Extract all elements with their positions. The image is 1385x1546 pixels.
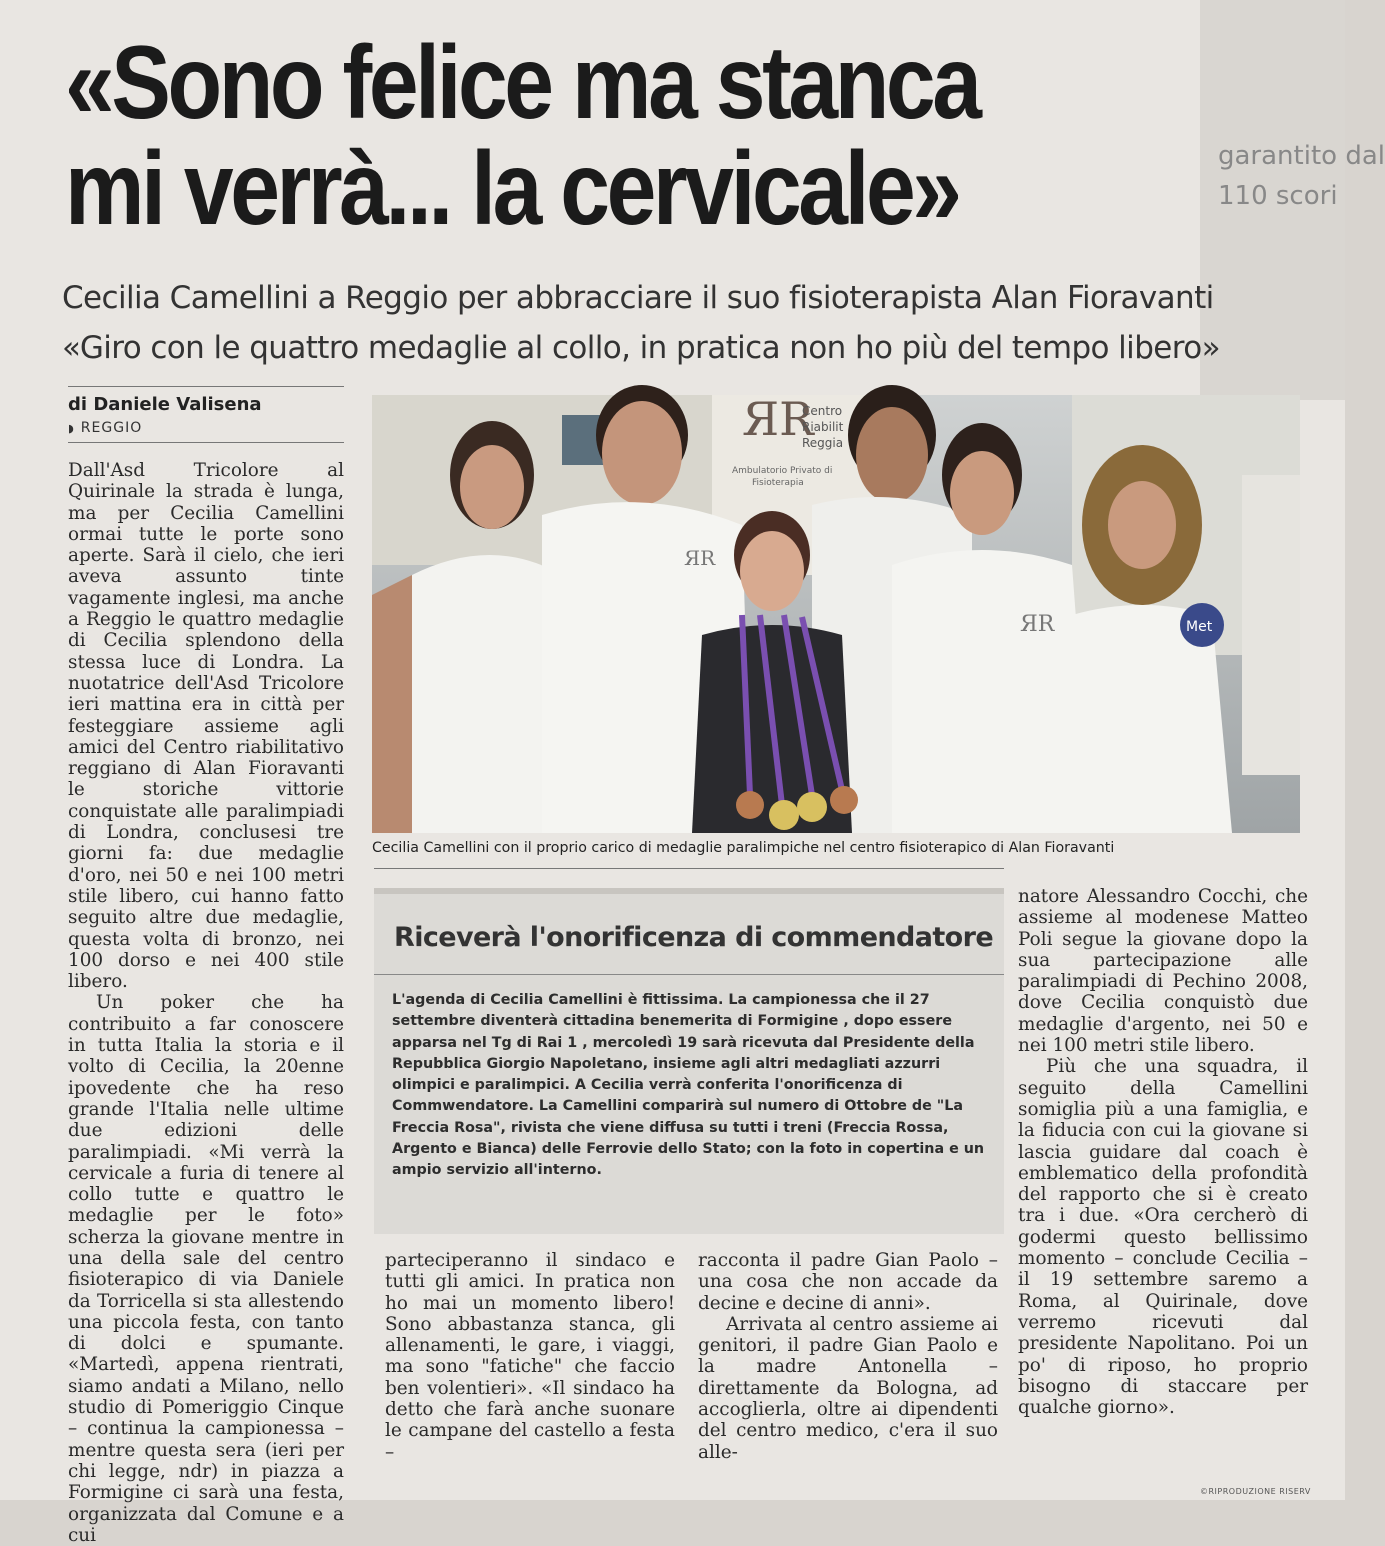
sign-line-1: Centro <box>802 404 843 418</box>
person-1-arm <box>372 575 412 833</box>
sidebar-box <box>374 888 1004 1234</box>
column-4 <box>1018 886 1308 1418</box>
clinic-logo: ЯR <box>742 392 814 446</box>
column-1-paragraph-1: Dall'Asd Tricolore al Quirinale la strada è lunga, ma per Cecilia Camellini ormai tutte le porte sono aperte. Sarà il cielo, che ieri aveva assunto tinte vagamente inglesi, ma anche a Reggio le quattro medaglie di Cecilia splendono della stessa luce di Londra. La nuotatrice dell'Asd Tricolore ieri mattina era in città per festeggiare assieme agli amici del Centro riabilitativo reggiano di Alan Fioravanti le storiche vittorie conquistate alle paralimpiadi di Londra, conclusesi tre giorni fa: due medaglie d'oro, nei 50 e nei 100 metri stile libero, cui hanno fatto seguito altre due medaglie, questa volta di bronzo, nei 100 dorso e nei 400 stile libero. <box>68 460 344 993</box>
sign-line-2: Riabilit <box>802 420 844 434</box>
column-2-paragraph: parteciperanno il sindaco e tutti gli amici. In pratica non ho mai un momento libero! Sono abbastanza stanca, gli allenamenti, le gare, i viaggi, ma sono "fatiche" che faccio ben volentieri». «Il sindaco ha detto che farà anche suonare le campane del castello a festa – <box>385 1250 675 1463</box>
byline-author: di Daniele Valisena <box>68 394 262 415</box>
byline-rule <box>68 386 344 387</box>
medal-gold-1 <box>769 800 799 830</box>
group-photo-illustration <box>372 392 1300 833</box>
medal-bronze-1 <box>736 791 764 819</box>
person-5-face <box>856 407 928 503</box>
person-7-face <box>1108 481 1176 569</box>
column-1-paragraph-2: Un poker che ha contribuito a far conoscere in tutta Italia la storia e il volto di Cecilia, la 20enne ipovedente che ha reso grande l'Italia nelle ultime due edizioni delle paralimpiadi. «Mi verrà la cervicale a furia di tenere al collo tutte e quattro le medaglie per le foto» scherza la giovane mentre in una della sale del centro fisioterapico di via Daniele da Torricella si sta allestendo una piccola festa, con tanto di dolci e spumante. «Martedì, appena rientrati, siamo andati a Milano, nello studio di Pomeriggio Cinque – continua la campionessa – mentre questa sera (ieri per chi legge, ndr) in piazza a Formigine ci sarà una festa, organizzata dal Comune e a cui <box>68 992 344 1546</box>
background-person-right <box>1242 475 1300 775</box>
column-3-paragraph-2: Arrivata al centro assieme ai genitori, il padre Gian Paolo e la madre Antonella – direttamente da Bologna, ad accoglierla, oltre ai dipendenti del centro medico, c'era il suo alle- <box>698 1313 998 1463</box>
shirt-badge-text: Met <box>1186 619 1213 635</box>
column-2 <box>385 1250 675 1463</box>
person-2-face <box>602 401 682 505</box>
headline-line-2: mi verrà... la cervicale» <box>65 131 959 247</box>
column-4-paragraph-1: natore Alessandro Cocchi, che assieme al modenese Matteo Poli segue la giovane dopo la sua partecipazione alle paralimpiadi di Pechino 2008, dove Cecilia conquistò due medaglie d'argento, nei 50 e nei 100 metri stile libero. <box>1018 886 1308 1057</box>
photo-caption: Cecilia Camellini con il proprio carico di medaglie paralimpiche nel centro fisioterapico di Alan Fioravanti <box>372 840 1115 856</box>
adjacent-line-1: garantito dal <box>1218 141 1385 171</box>
person-1-face <box>460 445 524 529</box>
location-label: REGGIO <box>80 420 143 436</box>
box-top-rule <box>374 868 1004 869</box>
byline-location <box>68 420 142 436</box>
medal-gold-2 <box>797 792 827 822</box>
column-3-paragraph-1: racconta il padre Gian Paolo – una cosa che non accade da decine e decine di anni». <box>698 1250 998 1314</box>
box-text: L'agenda di Cecilia Camellini è fittissima. La campionessa che il 27 settembre diventerà cittadina benemerita di Formigine , dopo essere apparsa nel Tg di Rai 1 , mercoledì 19 sarà ricevuta dal Presidente della Repubblica Giorgio Napoletano, insieme agli altri medagliati azzurri olimpici e paralimpici. A Cecilia verrà conferita l'onorificenza di Commwendatore. La Camellini comparirà sul numero di Ottobre de "La Freccia Rosa", rivista che viene diffusa su tutti i treni (Freccia Rossa, Argento e Bianca) delle Ferrovie dello Stato; con la foto in copertina e un ampio servizio all'interno. <box>392 992 985 1179</box>
cecilia-face <box>740 531 804 611</box>
column-3 <box>698 1250 998 1463</box>
sign-line-4: Ambulatorio Privato di <box>732 466 833 476</box>
medal-bronze-2 <box>830 786 858 814</box>
column-4-paragraph-2: Più che una squadra, il seguito della Camellini somiglia più a una famiglia, e la fiducia con cui la giovane si lascia guidare dal coach è emblematico della profondità del rapporto che si è creato tra i due. «Ora cercherò di godermi questo bellissimo momento – conclude Cecilia – il 19 settembre saremo a Roma, al Quirinale, dove verremo ricevuti dal presidente Napolitano. Poi un po' di riposo, ho proprio bisogno di staccare per qualche giorno». <box>1018 1056 1308 1419</box>
subheadline-line-1: Cecilia Camellini a Reggio per abbracciare il suo fisioterapista Alan Fioravanti <box>62 280 1214 316</box>
subheadline-line-2: «Giro con le quattro medaglie al collo, in pratica non ho più del tempo libero» <box>62 330 1220 366</box>
person-2-shirt-logo: ЯR <box>684 546 716 570</box>
headline <box>65 25 1097 247</box>
box-title: Riceverà l'onorificenza di commendatore <box>394 922 994 953</box>
copyright-notice: ©RIPRODUZIONE RISERV <box>1200 1487 1311 1496</box>
article-photo <box>372 392 1300 833</box>
location-marker-icon: ◗ <box>68 422 75 435</box>
adjacent-line-2: 110 scori <box>1218 181 1338 211</box>
box-title-rule <box>374 974 1004 975</box>
person-6-shirt-logo: ЯR <box>1020 612 1055 637</box>
location-rule <box>68 442 344 443</box>
sign-line-3: Reggia <box>802 436 844 450</box>
sign-line-5: Fisioterapia <box>752 478 804 488</box>
headline-line-1: «Sono felice ma stanca <box>65 25 979 141</box>
person-1-shirt <box>402 555 562 833</box>
column-1 <box>68 460 344 1546</box>
person-6-face <box>950 451 1014 535</box>
adjacent-article-fragment <box>1218 136 1385 216</box>
person-6-shirt <box>892 550 1092 833</box>
